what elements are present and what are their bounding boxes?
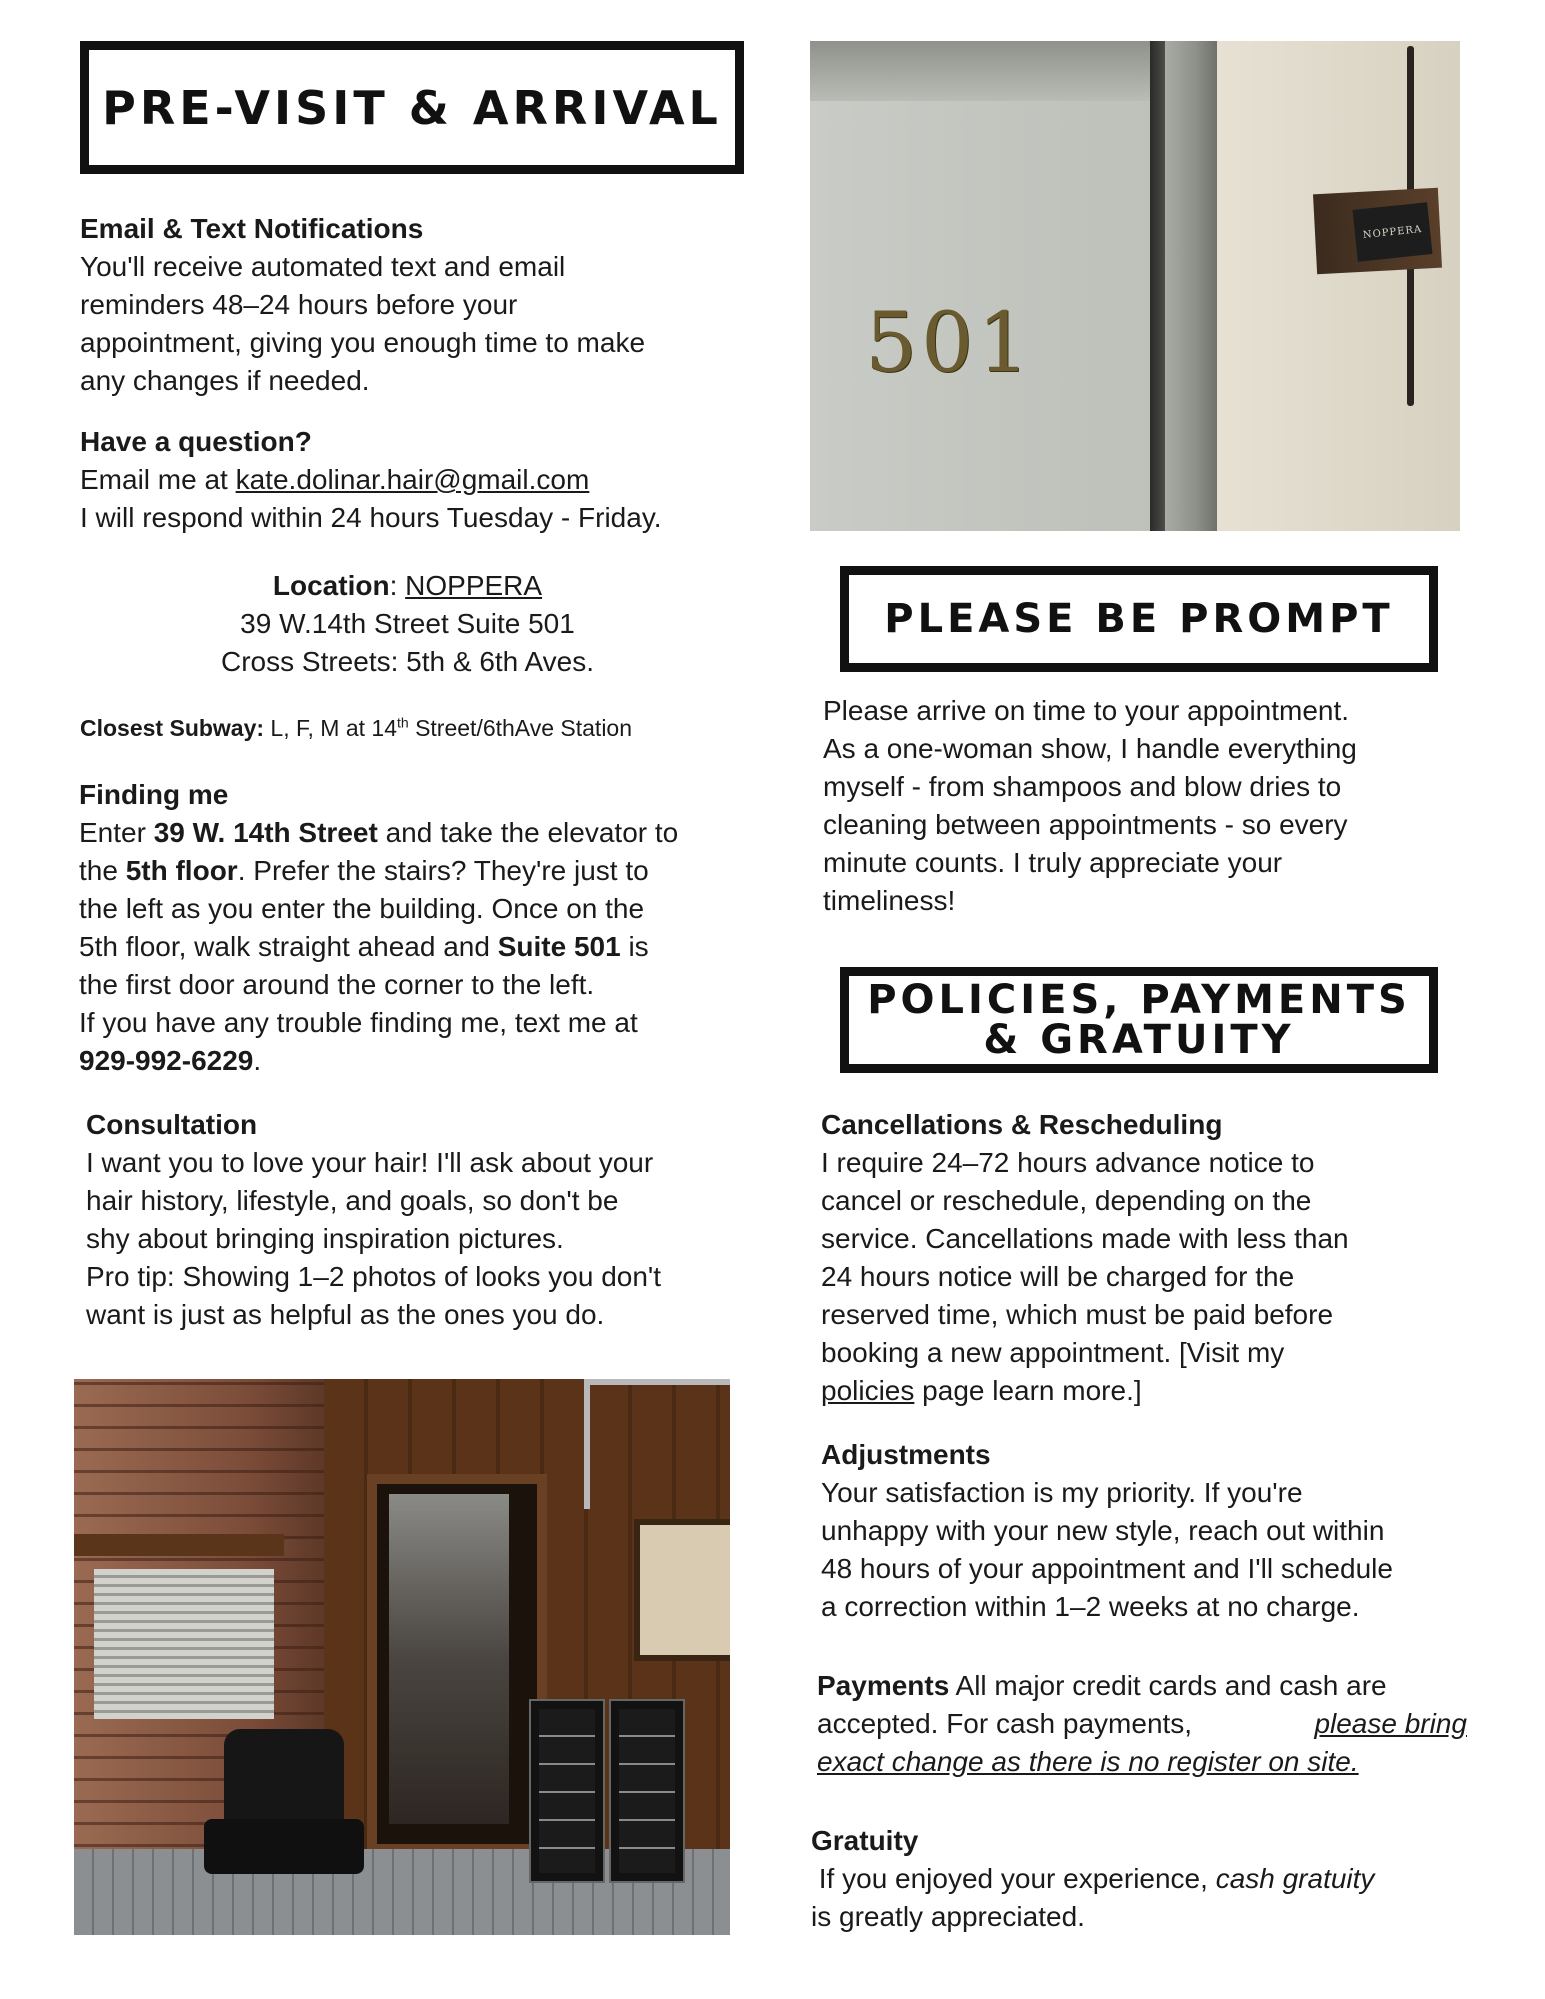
gratuity-section: [811, 1822, 1491, 1936]
finding-phone[interactable]: 929-992-6229: [79, 1045, 254, 1076]
finding-text: . Prefer the stairs? They're just to: [237, 855, 649, 886]
gratuity-emphasis: cash gratuity: [1215, 1863, 1375, 1894]
finding-line: If you have any trouble finding me, text me at: [79, 1007, 638, 1038]
payments-section: [817, 1667, 1467, 1781]
prompt-line: myself - from shampoos and blow dries to: [823, 771, 1342, 802]
prompt-section: [823, 692, 1483, 920]
cancellations-line: 24 hours notice will be charged for the: [821, 1261, 1295, 1292]
pre-visit-heading: PRE-VISIT & ARRIVAL: [102, 80, 722, 135]
subway-post: Street/6thAve Station: [408, 715, 633, 741]
salon-chair-seat: [204, 1819, 364, 1874]
door-number: 501: [865, 296, 1034, 391]
subway-line: [80, 712, 780, 744]
finding-line: [79, 852, 779, 890]
notifications-title: Email & Text Notifications: [80, 213, 424, 244]
cancellations-text: page learn more.]: [914, 1375, 1142, 1406]
salon-shelf: [74, 1534, 284, 1556]
prompt-heading: PLEASE BE PROMPT: [884, 596, 1394, 642]
subway-pre: L, F, M at 14: [264, 715, 397, 741]
cancellations-line: [821, 1372, 1491, 1410]
sign-plate: NOPPERA: [1352, 202, 1432, 262]
policies-link[interactable]: policies: [821, 1375, 915, 1406]
cancellations-line: I require 24–72 hours advance notice to: [821, 1147, 1315, 1178]
finding-text: Enter: [79, 817, 154, 848]
notifications-line: You'll receive automated text and email: [80, 251, 566, 282]
consultation-line: Pro tip: Showing 1–2 photos of looks you don't: [86, 1261, 662, 1292]
payments-title: Payments: [817, 1670, 950, 1701]
finding-bold: Suite 501: [497, 931, 621, 962]
location-sep: :: [389, 570, 406, 601]
adjustments-section: [821, 1436, 1501, 1626]
payments-emphasis: please bring: [1314, 1708, 1467, 1739]
consultation-line: want is just as helpful as the ones you do.: [86, 1299, 605, 1330]
salon-mirror: [389, 1494, 509, 1824]
notifications-line: reminders 48–24 hours before your: [80, 289, 518, 320]
consultation-line: I want you to love your hair! I'll ask about your: [86, 1147, 654, 1178]
finding-text: is: [620, 931, 649, 962]
location-label: Location: [272, 570, 390, 601]
prompt-line: cleaning between appointments - so every: [823, 809, 1348, 840]
policies-heading-box: [840, 967, 1438, 1073]
adjustments-title: Adjustments: [821, 1439, 991, 1470]
payments-line: [817, 1667, 1467, 1705]
notifications-line: appointment, giving you enough time to make: [80, 327, 646, 358]
finding-line: the left as you enter the building. Once on the: [79, 893, 645, 924]
finding-line: [79, 928, 779, 966]
cancellations-line: booking a new appointment. [Visit my: [821, 1337, 1285, 1368]
email-link[interactable]: kate.dolinar.hair@gmail.com: [235, 464, 590, 495]
location-cross-streets: Cross Streets: 5th & 6th Aves.: [221, 646, 594, 677]
consultation-title: Consultation: [86, 1109, 258, 1140]
door-wall: [1217, 41, 1460, 531]
adjustments-line: Your satisfaction is my priority. If you're: [821, 1477, 1303, 1508]
salon-cabinet: [529, 1699, 605, 1883]
finding-text: 5th floor, walk straight ahead and: [79, 931, 498, 962]
salon-pipe: [584, 1379, 590, 1509]
finding-text: and take the elevator to: [377, 817, 679, 848]
prompt-line: minute counts. I truly appreciate your: [823, 847, 1283, 878]
prompt-line: timeliness!: [823, 885, 956, 916]
cancellations-title: Cancellations & Rescheduling: [821, 1109, 1223, 1140]
finding-text: the: [79, 855, 126, 886]
notifications-line: any changes if needed.: [80, 365, 370, 396]
question-response: I will respond within 24 hours Tuesday - Friday.: [80, 502, 662, 533]
cancellations-section: [821, 1106, 1491, 1410]
location-link[interactable]: NOPPERA: [405, 570, 543, 601]
cancellations-line: cancel or reschedule, depending on the: [821, 1185, 1312, 1216]
finding-line: the first door around the corner to the left.: [79, 969, 595, 1000]
prompt-heading-box: [840, 566, 1438, 672]
adjustments-line: unhappy with your new style, reach out within: [821, 1515, 1385, 1546]
consultation-section: [86, 1106, 776, 1334]
finding-line: [79, 1042, 779, 1080]
policies-heading-line: & GRATUITY: [983, 1017, 1295, 1063]
subway-sup: th: [397, 714, 409, 731]
question-email-line: [80, 461, 760, 499]
adjustments-line: a correction within 1–2 weeks at no charge.: [821, 1591, 1360, 1622]
subway-label: Closest Subway:: [80, 715, 265, 741]
salon-cabinet: [609, 1699, 685, 1883]
salon-pipe: [584, 1379, 730, 1385]
finding-text: .: [253, 1045, 262, 1076]
prompt-line: As a one-woman show, I handle everything: [823, 733, 1357, 764]
location-address: 39 W.14th Street Suite 501: [240, 608, 575, 639]
gratuity-line: [811, 1860, 1491, 1898]
adjustments-line: 48 hours of your appointment and I'll schedule: [821, 1553, 1393, 1584]
payments-text: All major credit cards and cash are: [949, 1670, 1387, 1701]
question-section: [80, 423, 760, 537]
pre-visit-heading-box: [80, 41, 744, 174]
email-prefix: Email me at: [80, 464, 236, 495]
salon-picture-frame: [634, 1519, 730, 1661]
gratuity-line: is greatly appreciated.: [811, 1901, 1085, 1932]
finding-section: [79, 776, 779, 1080]
gratuity-text: If you enjoyed your experience,: [811, 1863, 1216, 1894]
prompt-line: Please arrive on time to your appointment.: [823, 695, 1350, 726]
salon-blinds: [94, 1569, 274, 1719]
notifications-section: [80, 210, 760, 400]
payments-text: accepted. For cash payments,: [817, 1708, 1200, 1739]
gratuity-title: Gratuity: [811, 1825, 919, 1856]
payments-line: [817, 1705, 1467, 1743]
finding-bold: 39 W. 14th Street: [153, 817, 378, 848]
door-frame: [1165, 41, 1217, 531]
finding-bold: 5th floor: [125, 855, 238, 886]
door-photo: [810, 41, 1460, 531]
payments-line: exact change as there is no register on site.: [817, 1746, 1359, 1777]
finding-line: [79, 814, 779, 852]
question-title: Have a question?: [80, 426, 312, 457]
policies-heading-line: POLICIES, PAYMENTS: [867, 977, 1411, 1023]
cancellations-line: service. Cancellations made with less than: [821, 1223, 1349, 1254]
finding-title: Finding me: [79, 779, 229, 810]
salon-photo: [74, 1379, 730, 1935]
consultation-line: shy about bringing inspiration pictures.: [86, 1223, 564, 1254]
location-line: [80, 567, 735, 605]
cancellations-line: reserved time, which must be paid before: [821, 1299, 1334, 1330]
consultation-line: hair history, lifestyle, and goals, so don't be: [86, 1185, 619, 1216]
location-section: [80, 567, 735, 681]
